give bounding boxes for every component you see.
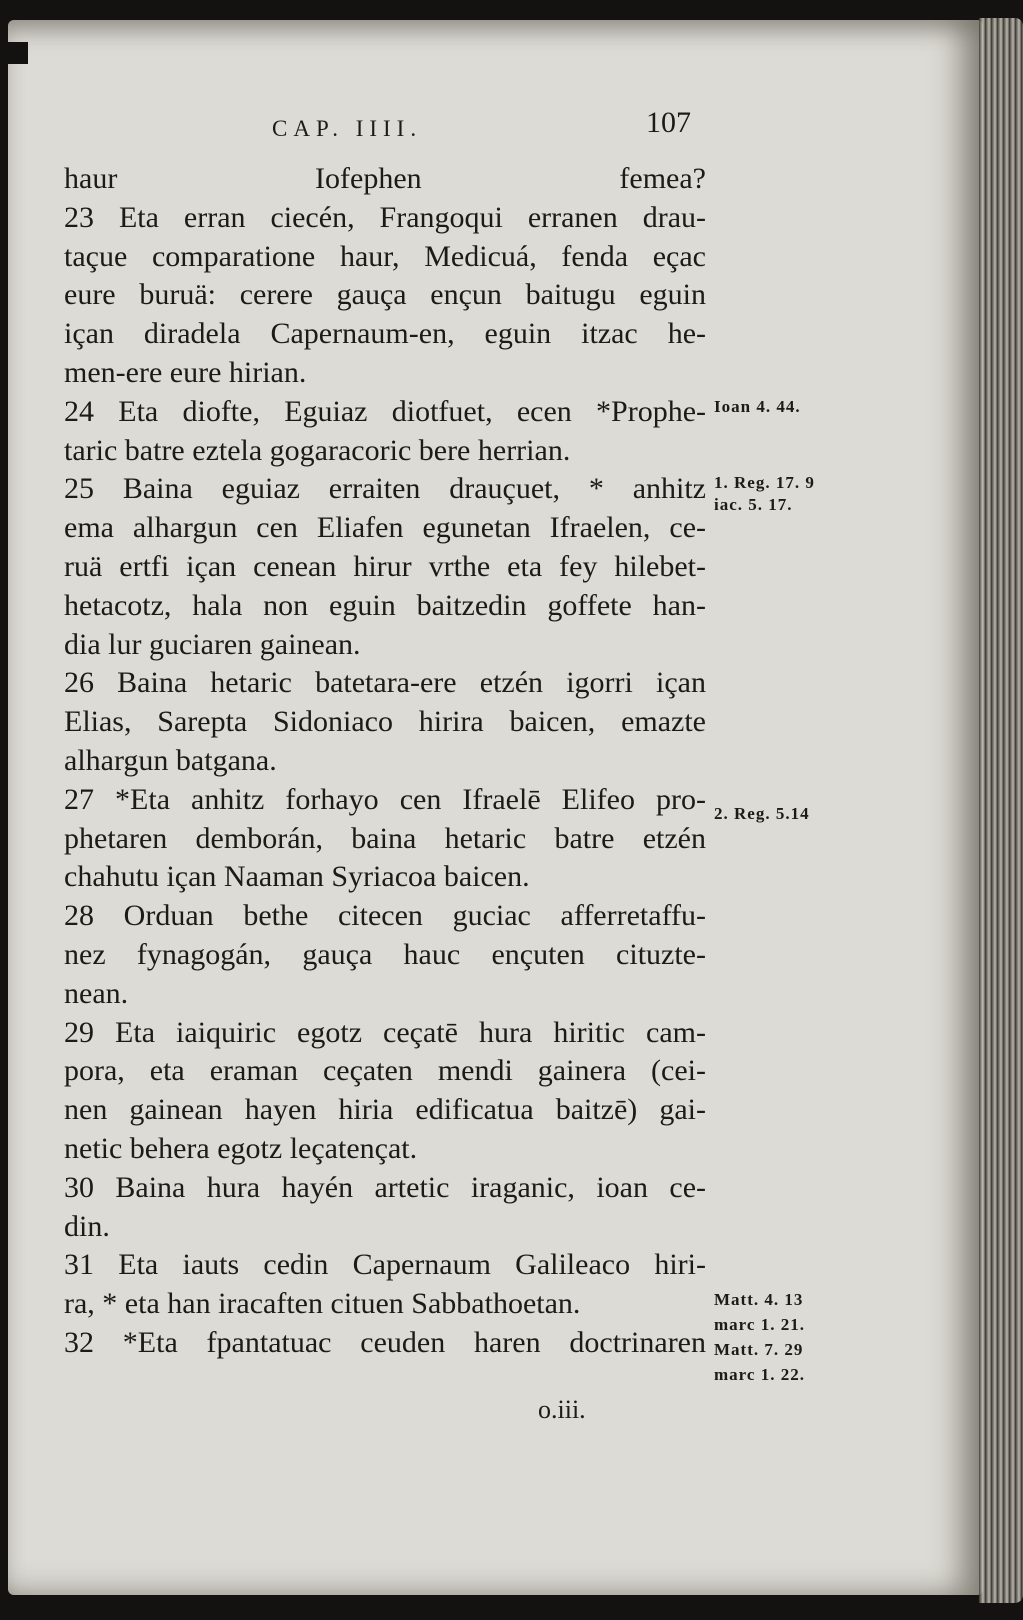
text-line: ra, * eta han iracaften cituen Sabbathoetan.	[64, 1287, 581, 1321]
text-line: 26 Baina hetaric batetara-ere etzén igorri içan	[64, 666, 706, 700]
text-line: phetaren demborán, baina hetaric batre etzén	[64, 821, 706, 855]
text-line: nez fynagogán, gauça hauc ençuten cituzte-	[64, 937, 706, 971]
text-line: men-ere eure hirian.	[64, 355, 307, 389]
margin-note: Matt. 7. 29	[714, 1340, 804, 1359]
margin-note: marc 1. 21.	[714, 1315, 805, 1334]
text-line: 24 Eta diofte, Eguiaz diotfuet, ecen *Prophe-	[64, 394, 706, 428]
margin-note: marc 1. 22.	[714, 1365, 805, 1384]
text-line: 28 Orduan bethe citecen guciac afferretaffu-	[64, 899, 706, 933]
running-title: CAP. IIII.	[272, 116, 423, 141]
text-line: nean.	[64, 976, 129, 1010]
margin-note: 1. Reg. 17. 9	[714, 473, 815, 492]
margin-note: Matt. 4. 13	[714, 1290, 804, 1309]
text-line: 32 *Eta fpantatuac ceuden haren doctrinaren	[64, 1325, 706, 1359]
text-line: pora, eta eraman ceçaten mendi gainera (cei-	[64, 1054, 706, 1088]
text-line: haur Iofephen femea?	[64, 162, 706, 195]
text-line: içan diradela Capernaum-en, eguin itzac he-	[64, 317, 706, 351]
text-line: ema alhargun cen Eliafen egunetan Ifraelen, ce-	[64, 511, 706, 545]
margin-note: iac. 5. 17.	[714, 495, 793, 514]
text-line: 30 Baina hura hayén artetic iraganic, ioan ce-	[64, 1170, 706, 1204]
text-line: netic behera egotz leçatençat.	[64, 1131, 418, 1165]
text-line: 29 Eta iaiquiric egotz ceçatē hura hiritic cam-	[64, 1015, 706, 1049]
text-line: din.	[64, 1209, 110, 1243]
text-line: hetacotz, hala non eguin baitzedin goffete han-	[64, 588, 706, 622]
text-line: ruä ertfi içan cenean hirur vrthe eta fey hilebet-	[64, 549, 706, 583]
signature-mark: o.iii.	[538, 1395, 586, 1424]
text-line: chahutu içan Naaman Syriacoa baicen.	[64, 860, 530, 894]
page-header	[0, 102, 1023, 142]
text-line: 27 *Eta anhitz forhayo cen Ifraelē Elifeo pro-	[64, 782, 706, 816]
text-line: taçue comparatione haur, Medicuá, fenda eçac	[64, 239, 706, 273]
body-text	[64, 160, 706, 1363]
text-line: Elias, Sarepta Sidoniaco hirira baicen, emazte	[64, 705, 706, 739]
text-line: dia lur guciaren gainean.	[64, 627, 361, 661]
text-line: alhargun batgana.	[64, 743, 277, 777]
text-line: taric batre eztela gogaracoric bere herrian.	[64, 433, 571, 467]
text-line: 25 Baina eguiaz erraiten drauçuet, * anhitz	[64, 472, 706, 506]
text-line: 31 Eta iauts cedin Capernaum Galileaco hiri-	[64, 1248, 706, 1282]
margin-note: Ioan 4. 44.	[714, 397, 801, 416]
page-edges	[979, 18, 1023, 1603]
text-line: eure buruä: cerere gauça ençun baitugu eguin	[64, 278, 706, 312]
text-line: 23 Eta erran ciecén, Frangoqui erranen drau-	[64, 200, 706, 234]
text-line: nen gainean hayen hiria edificatua baitzē) gai-	[64, 1093, 706, 1127]
margin-note: 2. Reg. 5.14	[714, 804, 810, 823]
corner-mark	[0, 42, 28, 64]
page-number: 107	[646, 106, 691, 139]
